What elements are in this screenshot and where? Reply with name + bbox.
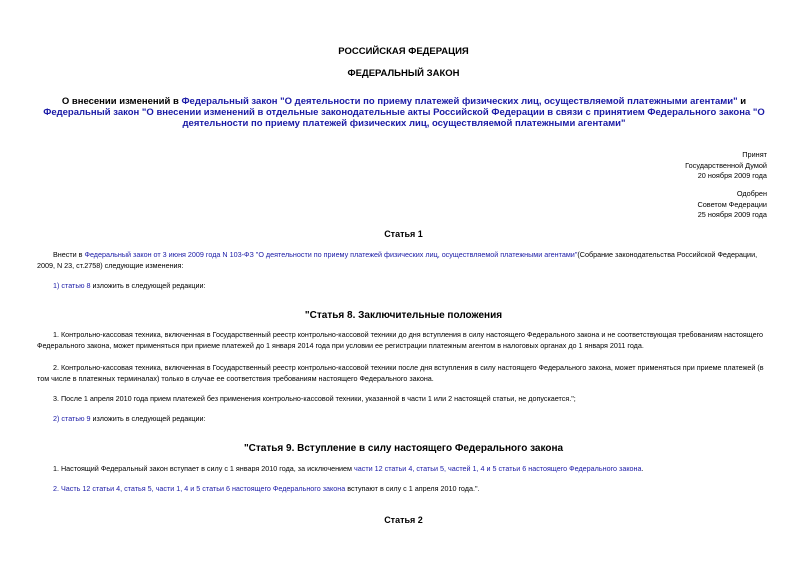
approved-body-line: Советом Федерации [697,199,767,209]
title-text-2: и [737,96,747,107]
a9p2-text: вступают в силу с 1 апреля 2010 года.". [345,484,480,493]
title-link-2[interactable]: Федеральный закон "О внесении изменений в отдельные законодательные акты Российской Федерации в связи с принятием Федерального закона "О деятельности по приему платежей физических лиц, осуществляемой платежными агентами" [43,107,765,129]
law-type-heading: ФЕДЕРАЛЬНЫЙ ЗАКОН [347,68,460,79]
article-8-para-1: 1. Контрольно-кассовая техника, включенная в Государственный реестр контрольно-кассовой техники до дня вступления в силу настоящего Федерального закона и не соответствующая требованиям настоящего Федерального закона, может применяться при приеме платежей до 1 января 2014 года при условии ее регистрации платежным агентом в налоговых органах до 1 января 2011 года. [37,330,764,350]
article-9-heading: "Статья 9. Вступление в силу настоящего Федерального закона [243,443,564,454]
article-2-heading: Статья 2 [384,515,423,525]
approved-line: Одобрен [736,189,767,198]
item-2-link[interactable]: статью 9 [61,414,91,423]
article-1-intro [37,249,771,271]
approved-date: 25 ноября 2009 года [697,210,767,219]
item-2-num: 2) [53,414,62,423]
article-1-heading: Статья 1 [384,229,423,239]
a9p2-link[interactable]: 2. Часть 12 статьи 4, статья 5, части 1, 4 и 5 статьи 6 настоящего Федерального закона [53,484,346,493]
adopted-block [685,150,767,182]
law-title [38,96,770,129]
approved-block [697,189,767,221]
country-heading: РОССИЙСКАЯ ФЕДЕРАЦИЯ [338,46,469,57]
item-2-text: изложить в следующей редакции: [90,414,206,423]
item-1-link[interactable]: статью 8 [61,281,91,290]
intro-text-b: (Собрание законодательства Российской Федерации, 2009, N 23, ст.2758) следующие изменения: [37,250,758,270]
adopted-line: Принят [742,150,767,159]
adopted-body-line: Государственной Думой [685,160,767,170]
item-1 [53,280,771,291]
item-2 [53,413,771,424]
item-1-text: изложить в следующей редакции: [90,281,206,290]
item-1-num: 1) [53,281,62,290]
adopted-date: 20 ноября 2009 года [697,171,767,180]
intro-text-a: Внести в [53,250,85,259]
article-9-para-1 [37,463,771,474]
a9p1-link[interactable]: части 12 статьи 4, статьи 5, частей 1, 4 и 5 статьи 6 настоящего Федерального закона [354,464,642,473]
title-link-1[interactable]: Федеральный закон "О деятельности по приему платежей физических лиц, осуществляемой платежными агентами" [181,96,738,107]
intro-law-link[interactable]: Федеральный закон от 3 июня 2009 года N 103-ФЗ "О деятельности по приему платежей физических лиц, осуществляемой платежными агентами" [84,250,578,259]
a9p1-text-b: . [641,464,644,473]
article-8-heading: "Статья 8. Заключительные положения [304,310,503,321]
article-9-para-2 [37,483,771,494]
title-text-1: О внесении изменений в [61,96,182,107]
article-8-para-3: 3. После 1 апреля 2010 года прием платежей без применения контрольно-кассовой техники, указанной в части 1 или 2 настоящей статьи, не допускается."; [53,394,576,403]
a9p1-text-a: 1. Настоящий Федеральный закон вступает в силу с 1 января 2010 года, за исключением [53,464,354,473]
article-8-para-2: 2. Контрольно-кассовая техника, включенная в Государственный реестр контрольно-кассовой техники после дня вступления в силу настоящего Федерального закона, может применяться при приеме платежей (в том числе в платежных терминалах) только в случае ее соответствия требованиям настоящего Федерального закона. [37,363,764,383]
